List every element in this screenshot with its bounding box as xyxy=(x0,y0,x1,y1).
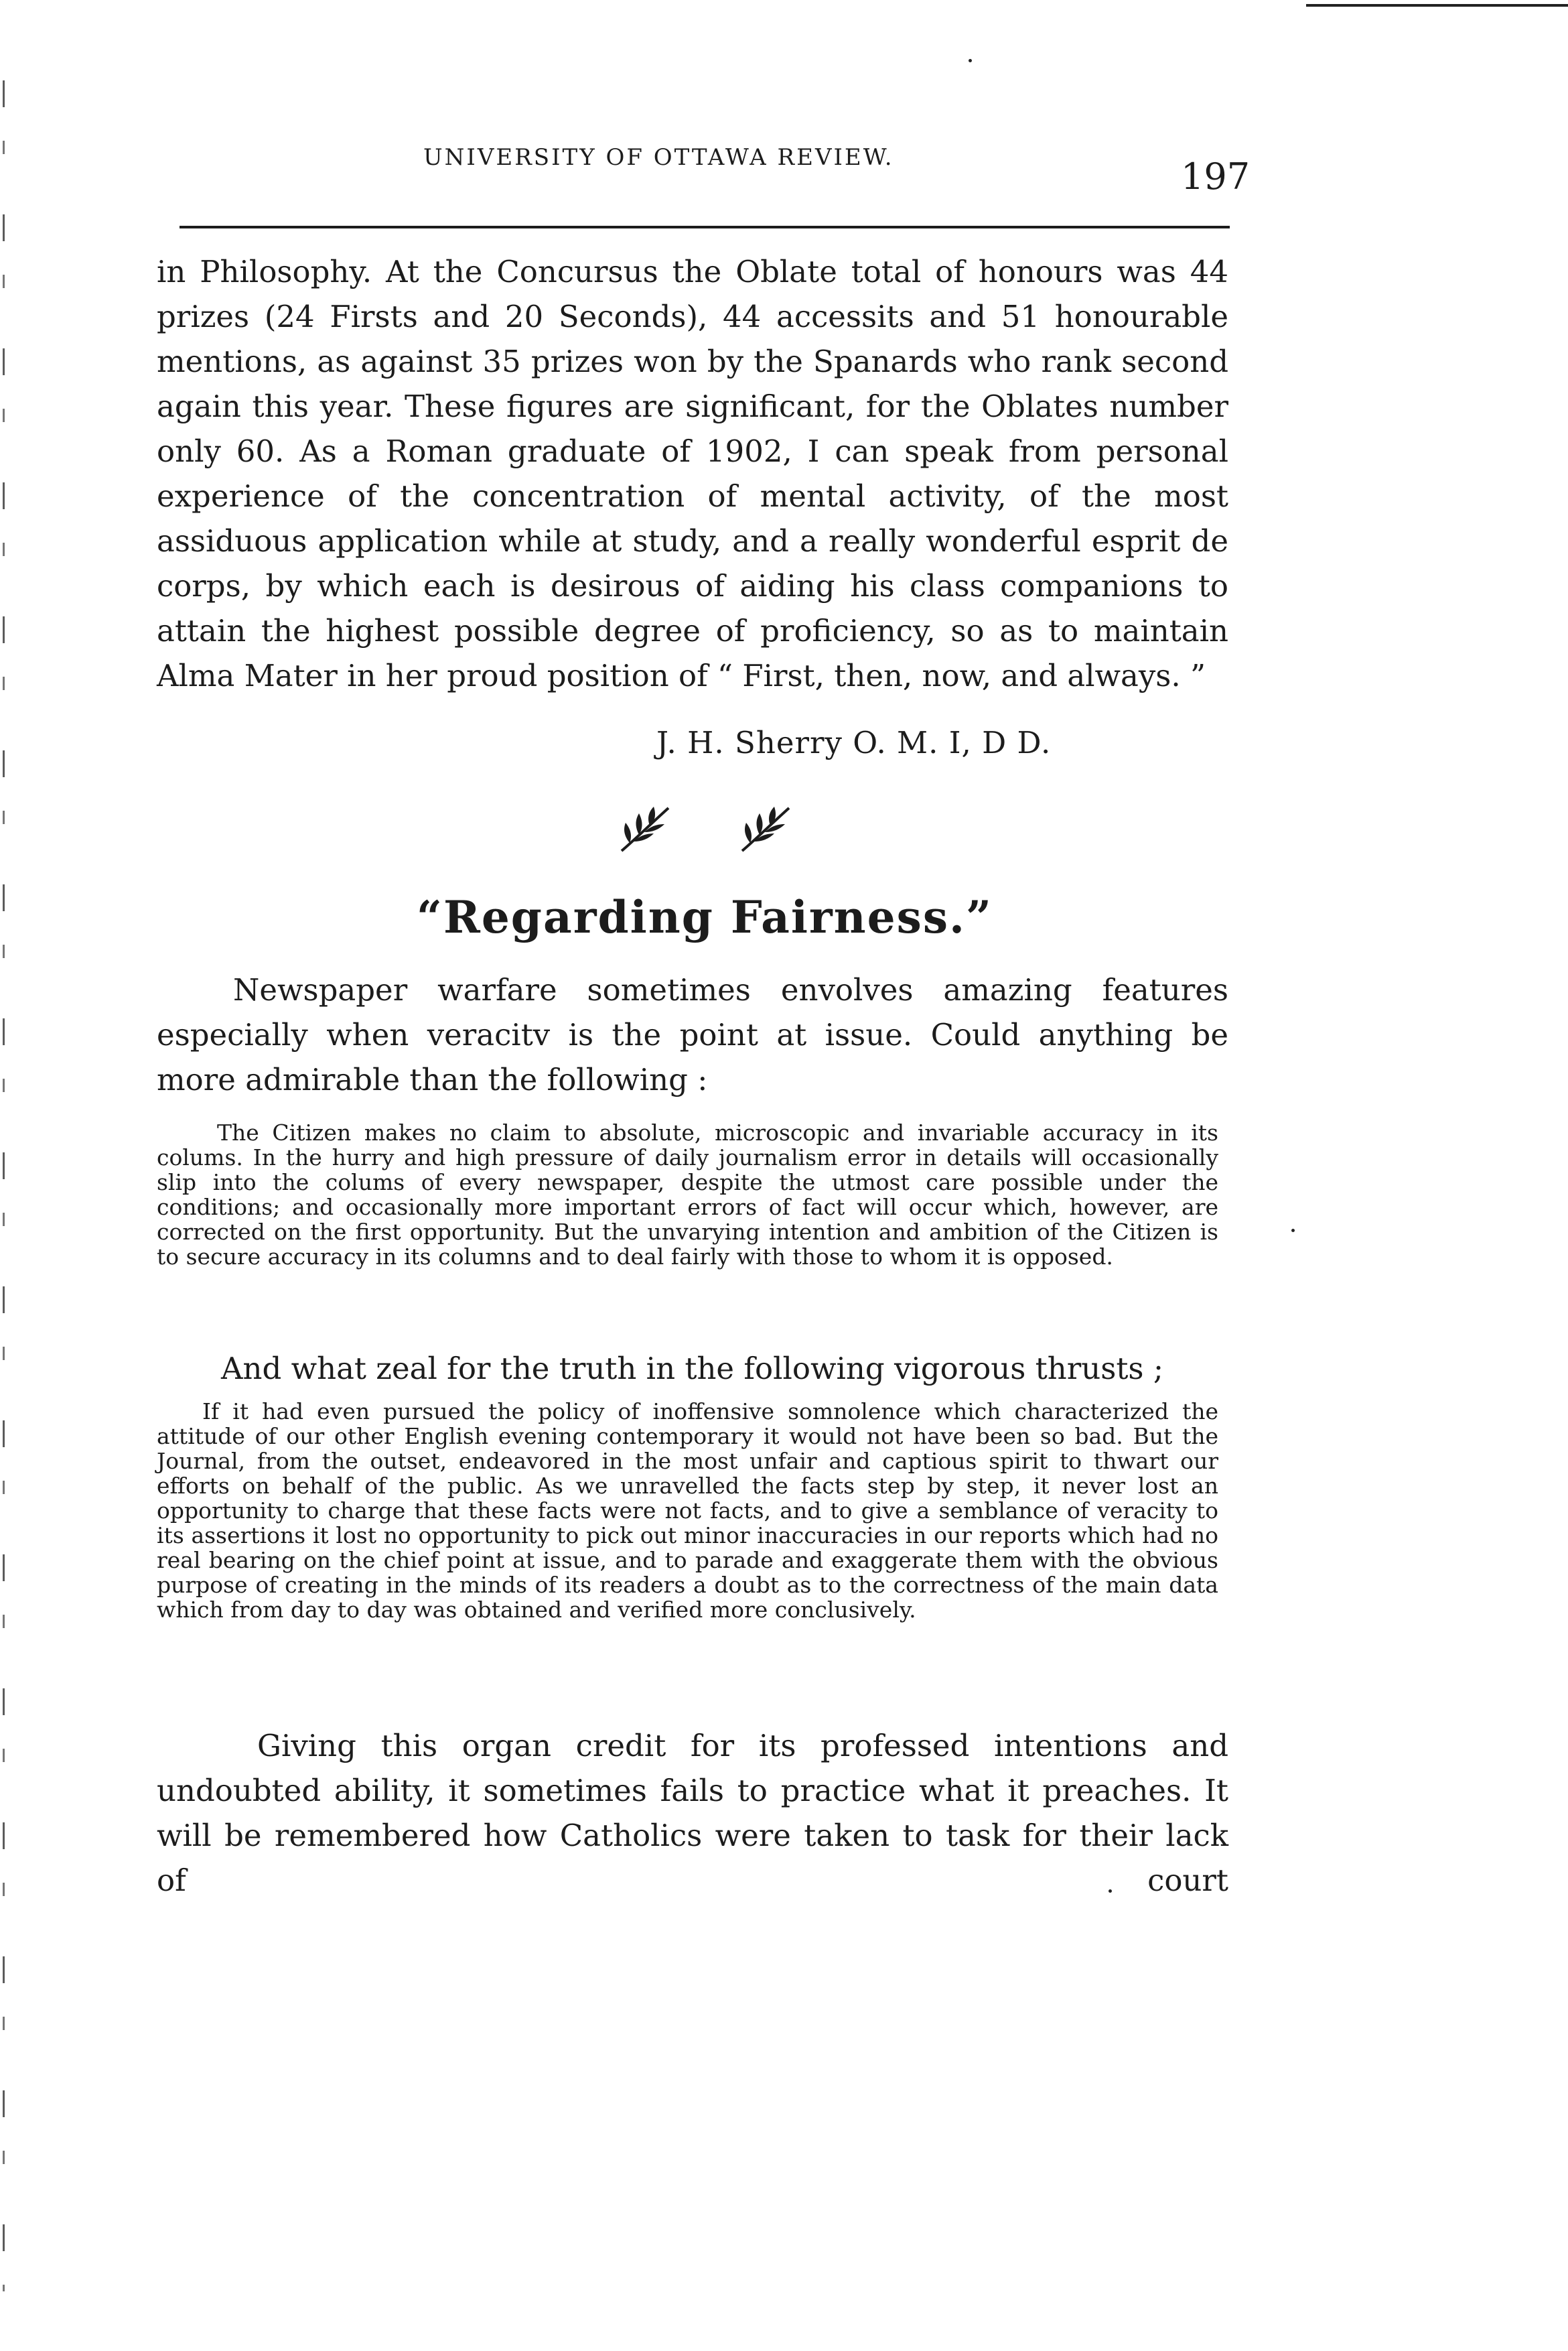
paragraph-philosophy-honours: in Philosophy. At the Concursus the Oblate total of honours was 44 prizes (24 Firsts and 20 Seconds), 44 accessits and 51 honourable mentions, as against 35 prizes won by the Spanards who rank second again this year. These figures are significant, for the Oblates number only 60. As a Roman graduate of 1902, I can speak from personal experience of the concentration of mental activity, of the most assiduous application while at study, and a really wonderful esprit de corps, by which each is desirous of aiding his class companions to attain the highest possible degree of proficiency, so as to maintain Alma Mater in her proud position of “ First, then, now, and always. ” xyxy=(157,254,1228,693)
paragraph-organ-credit: Giving this organ credit for its professed intentions and undoubted ability, it sometimes fails to practice what it preaches. It will be remembered how Catholics were taken to task for their lack of court xyxy=(157,1728,1228,1898)
page-number: 197 xyxy=(1181,155,1251,198)
scan-speck xyxy=(969,59,972,62)
leaf-sprig-icon xyxy=(615,803,675,856)
quotation-journal: If it had even pursued the policy of inoffensive somnolence which characterized the attitude of our other English evening contemporary it would not have been so bad. But the Journal, from the outset, endeavored in the most unfair and captious spirit to thwart our efforts on behalf of the public. As we unravelled the facts step by step, it never lost an opportunity to charge that these facts were not facts, and to give a semblance of veracity to its assertions it lost no opportunity to pick out minor inaccuracies in our reports which had no real bearing on the chief point at issue, and to parade and exaggerate them with the obvious purpose of creating in the minds of its readers a doubt as to the correctness of the main data which from day to day was obtained and verified more conclusively. xyxy=(157,1398,1218,1623)
author-signature: J. H. Sherry O. M. I, D D. xyxy=(656,725,1052,760)
paragraph-newspaper-warfare: Newspaper warfare sometimes envolves amazing features especially when veracitv is the point at issue. Could anything be more admirable than the following : xyxy=(157,972,1228,1097)
leaf-sprig-icon xyxy=(735,803,796,856)
running-head: UNIVERSITY OF OTTAWA REVIEW. xyxy=(423,144,894,171)
section-ornaments xyxy=(615,803,796,856)
header-rule xyxy=(180,226,1230,228)
quotation-citizen: The Citizen makes no claim to absolute, microscopic and invariable accuracy in its colums. In the hurry and high pressure of daily journalism error in details will occasionally slip into the colums of every newspaper, despite the utmost care possible under the conditions; and occasionally more important errors of fact will occur which, however, are corrected on the first opportunity. But the unvarying intention and ambition of the Citizen is to secure accuracy in its columns and to deal fairly with those to whom it is opposed. xyxy=(157,1120,1218,1270)
article-title: “Regarding Fairness.” xyxy=(417,891,993,943)
scan-edge-line xyxy=(1306,4,1568,7)
paragraph-zeal-for-truth: And what zeal for the truth in the following vigorous thrusts ; xyxy=(221,1351,1163,1386)
scan-speck xyxy=(1291,1229,1295,1232)
scan-left-edge xyxy=(3,80,5,2291)
